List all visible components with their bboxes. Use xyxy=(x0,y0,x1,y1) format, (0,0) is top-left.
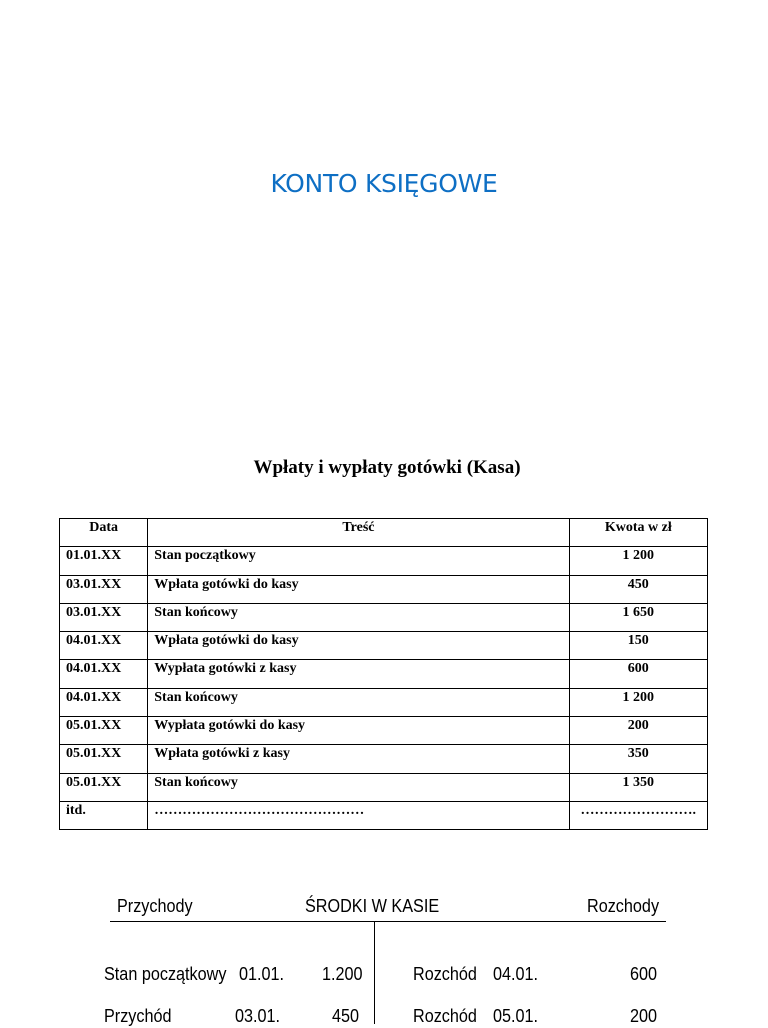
page-title: KONTO KSIĘGOWE xyxy=(270,169,498,198)
account-name: ŚRODKI W KASIE xyxy=(305,896,440,916)
date-cell: 05.01.XX xyxy=(60,773,148,801)
description-cell: ……………………………………… xyxy=(148,801,569,829)
date-cell: 04.01.XX xyxy=(60,632,148,660)
table-row xyxy=(60,632,708,660)
t-account xyxy=(90,880,670,1024)
table-row xyxy=(60,773,708,801)
credit-entry-date: 05.01. xyxy=(493,1006,539,1026)
description-cell: Stan końcowy xyxy=(148,603,569,631)
t-account-horizontal-rule xyxy=(110,921,666,922)
amount-cell: 350 xyxy=(569,745,707,773)
credit-entry-date: 04.01. xyxy=(493,964,539,984)
amount-cell: ……………………. xyxy=(569,801,707,829)
credit-entry-amount: 600 xyxy=(630,964,658,984)
date-cell: 05.01.XX xyxy=(60,717,148,745)
description-cell: Stan końcowy xyxy=(148,688,569,716)
amount-cell: 1 200 xyxy=(569,547,707,575)
table-caption: Wpłaty i wypłaty gotówki (Kasa) xyxy=(253,457,521,478)
description-cell: Wypłata gotówki z kasy xyxy=(148,660,569,688)
amount-cell: 600 xyxy=(569,660,707,688)
description-cell: Stan początkowy xyxy=(148,547,569,575)
date-cell: 03.01.XX xyxy=(60,603,148,631)
column-header-date: Data xyxy=(60,519,148,547)
date-cell: 04.01.XX xyxy=(60,688,148,716)
table-row xyxy=(60,801,708,829)
cash-table xyxy=(59,518,708,830)
table-row xyxy=(60,660,708,688)
table-body xyxy=(60,547,708,830)
description-cell: Stan końcowy xyxy=(148,773,569,801)
description-cell: Wypłata gotówki do kasy xyxy=(148,717,569,745)
date-cell: itd. xyxy=(60,801,148,829)
table-header xyxy=(60,519,708,547)
description-cell: Wpłata gotówki z kasy xyxy=(148,745,569,773)
table-header-row xyxy=(60,519,708,547)
description-cell: Wpłata gotówki do kasy xyxy=(148,575,569,603)
debit-entry-date: 01.01. xyxy=(239,964,285,984)
credit-header: Rozchody xyxy=(587,896,660,916)
column-header-description: Treść xyxy=(148,519,569,547)
t-account-vertical-rule xyxy=(374,922,375,1024)
amount-cell: 200 xyxy=(569,717,707,745)
date-cell: 03.01.XX xyxy=(60,575,148,603)
table-row xyxy=(60,603,708,631)
table-row xyxy=(60,575,708,603)
debit-entry-date: 03.01. xyxy=(235,1006,281,1026)
debit-entry-label: Stan początkowy xyxy=(104,964,227,984)
date-cell: 04.01.XX xyxy=(60,660,148,688)
credit-entry-label: Rozchód xyxy=(413,1006,477,1026)
amount-cell: 1 350 xyxy=(569,773,707,801)
table-row xyxy=(60,547,708,575)
amount-cell: 1 650 xyxy=(569,603,707,631)
table-row xyxy=(60,688,708,716)
debit-header: Przychody xyxy=(117,896,193,916)
table-row xyxy=(60,717,708,745)
table-row xyxy=(60,745,708,773)
date-cell: 05.01.XX xyxy=(60,745,148,773)
date-cell: 01.01.XX xyxy=(60,547,148,575)
amount-cell: 450 xyxy=(569,575,707,603)
amount-cell: 150 xyxy=(569,632,707,660)
debit-entry-amount: 450 xyxy=(332,1006,360,1026)
amount-cell: 1 200 xyxy=(569,688,707,716)
column-header-amount: Kwota w zł xyxy=(569,519,707,547)
debit-entry-amount: 1.200 xyxy=(322,964,363,984)
credit-entry-label: Rozchód xyxy=(413,964,477,984)
debit-entry-label: Przychód xyxy=(104,1006,172,1026)
credit-entry-amount: 200 xyxy=(630,1006,658,1026)
description-cell: Wpłata gotówki do kasy xyxy=(148,632,569,660)
